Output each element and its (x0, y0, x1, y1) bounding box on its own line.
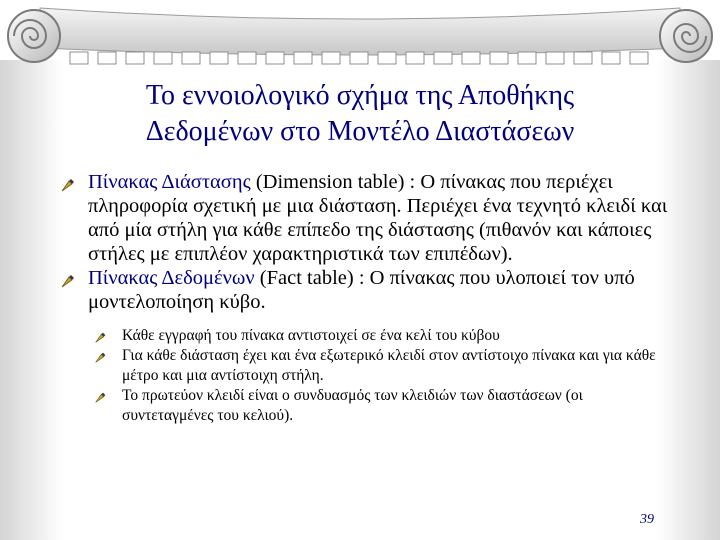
sub-bullet-text: Για κάθε διάσταση έχει και ένα εξωτερικό κλειδί στον αντίστοιχο πίνακα και για κάθε μέτρο και μια αντίστοιχη στήλη. (122, 347, 656, 384)
left-column-shading (0, 60, 62, 540)
sub-bullet-text: Το πρωτεύον κλειδί είναι ο συνδυασμός των κλειδιών των διαστάσεων (οι συντεταγμένες του κελιού). (122, 387, 583, 424)
pen-nib-icon (60, 273, 76, 289)
bullet-text: (Dimension table) : Ο πίνακας που περιέχει πληροφορία σχετική με μια διάσταση. Περιέχει ένα τεχνητό κλειδί και από μία στήλη για κάθε επίπεδο της διάστασης (πιθανόν και κάποιες στήλες με επιπλέον χαρακτηριστικά των επιπέδων). (88, 171, 668, 265)
bullet-fact-table (60, 266, 670, 314)
left-volute (8, 10, 60, 62)
slide-title-line-2: Δεδομένων στο Μοντέλο Διαστάσεων (145, 116, 575, 147)
ionic-capital-decoration (0, 0, 720, 75)
sub-bullet (94, 386, 674, 426)
bullet-term: Πίνακας Διάστασης (88, 171, 251, 193)
page-number: 39 (640, 512, 654, 527)
slide-title (60, 78, 660, 150)
slide-title-line-1: Το εννοιολογικό σχήμα της Αποθήκης (145, 80, 575, 111)
sub-bullet-text: Κάθε εγγραφή του πίνακα αντιστοιχεί σε ένα κελί του κύβου (122, 327, 500, 344)
pen-nib-icon (60, 177, 76, 193)
pen-nib-icon (94, 351, 107, 364)
sub-bullet-list (94, 326, 674, 426)
bullet-text: (Fact table) : Ο πίνακας που υλοποιεί τον υπό μοντελοποίηση κύβο. (88, 267, 635, 313)
bullet-dimension-table (60, 170, 670, 266)
slide-content (60, 170, 670, 426)
right-volute (660, 10, 712, 62)
sub-bullet (94, 346, 674, 386)
bullet-term: Πίνακας Δεδομένων (88, 267, 255, 289)
pen-nib-icon (94, 331, 107, 344)
sub-bullet (94, 326, 674, 346)
pen-nib-icon (94, 391, 107, 404)
